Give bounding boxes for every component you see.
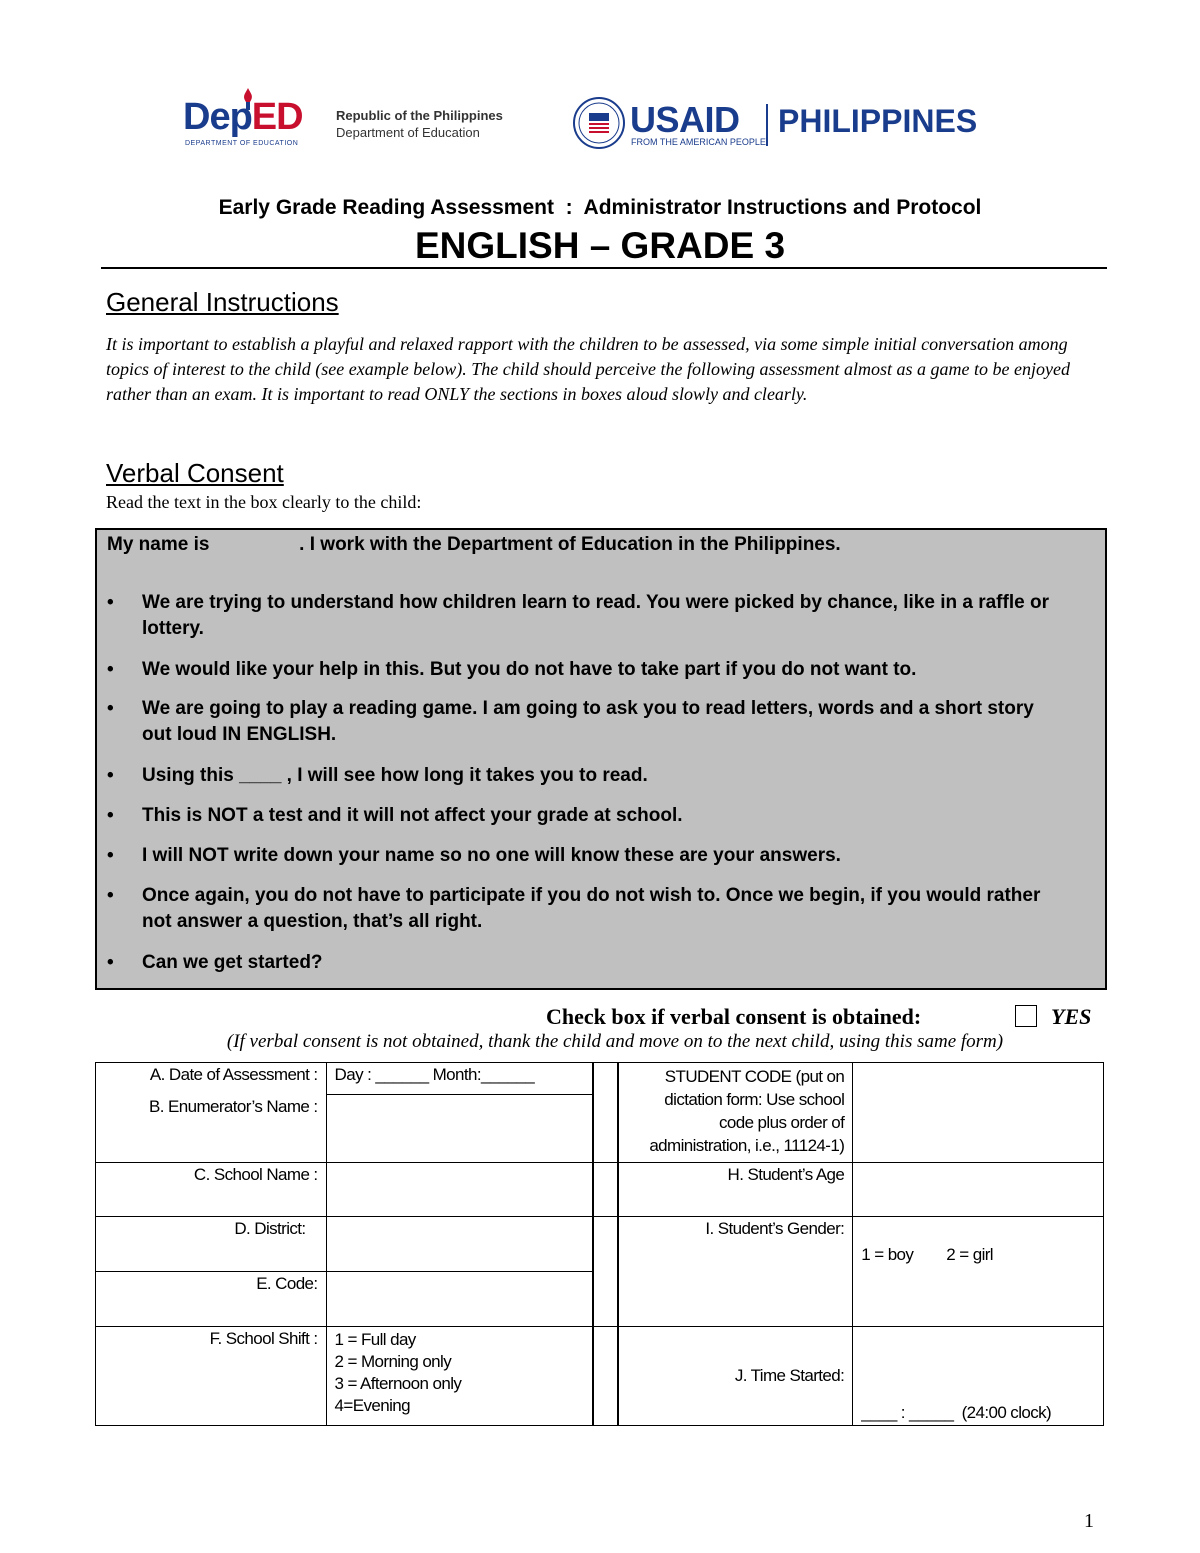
usaid-tagline: FROM THE AMERICAN PEOPLE [631,137,766,147]
student-age-field[interactable] [853,1163,1104,1217]
deped-tagline: DEPARTMENT OF EDUCATION [185,140,299,147]
spacer-cell [594,1327,618,1426]
student-age-label: H. Student’s Age [619,1163,853,1217]
assessment-info-table [95,1062,593,1426]
consent-yes-label: YES [1051,1004,1092,1029]
verbal-consent-heading: Verbal Consent [106,458,284,488]
usaid-seal-icon [573,97,625,149]
document-title: ENGLISH – GRADE 3 [414,225,786,266]
document-subtitle: Early Grade Reading Assessment : Administrator Instructions and Protocol [218,196,982,219]
spacer-cell [594,1063,618,1163]
spacer-cell [594,1163,618,1217]
enumerator-field[interactable] [326,1095,592,1163]
code-label: E. Code: [96,1272,327,1327]
deped-logo [183,88,323,152]
verbal-consent-intro: Read the text in the box clearly to the child: [106,492,422,512]
student-code-label: STUDENT CODE (put on dictation form: Use school code plus order of administration, i.e., 11124-1) [619,1063,853,1163]
philippines-wordmark: PHILIPPINES [778,103,978,139]
code-field[interactable] [326,1272,592,1327]
student-gender-label: I. Student’s Gender: [619,1217,853,1327]
bullet-icon: • [107,952,114,973]
bullet-icon: • [107,592,114,613]
page-number: 1 [1084,1510,1094,1532]
time-started-label: J. Time Started: [619,1327,853,1426]
bullet-icon: • [107,698,114,719]
title-divider [101,267,1107,269]
shift-option: 2 = Morning only [334,1352,452,1371]
date-field[interactable]: Day : ______ Month:______ [326,1063,592,1095]
gender-options: 1 = boy 2 = girl [861,1245,993,1264]
enumerator-label: B. Enumerator’s Name : [96,1095,327,1163]
date-label: A. Date of Assessment : [96,1063,327,1095]
shift-option: 1 = Full day [334,1330,416,1349]
student-code-field[interactable] [853,1063,1104,1163]
consent-script-box: My name is . I work with the Department of Education in the Philippines. • We are trying to understand how children learn to read. You were picked by chance, like in a raffle or lottery. • We would like your help in this. But you do not have to take part if you do not want to. • We are going to play a reading game. I am going to ask you to read letters, words and a short story out loud IN ENGLISH. • Using this ____ , I will see how long it takes you to read. • This is NOT a test and it will not affect your grade at school. • I will NOT write down your name so no one will know these are your answers. • Once again, you do not have to participate if you do not wish to. Once we begin, if you would rather not answer a question, that’s all right. • Can we get started? [95,528,1107,990]
time-started-field[interactable] [853,1327,1104,1426]
school-name-field[interactable] [326,1163,592,1217]
school-shift-field[interactable] [326,1327,592,1426]
logo-divider [766,104,768,146]
republic-line: Republic of the Philippines [336,108,503,123]
table-spacer [593,1062,618,1426]
consent-intro-line: My name is . I work with the Department of Education in the Philippines. [107,534,841,555]
bullet-icon: • [107,765,114,786]
bullet-icon: • [107,659,114,680]
consent-checkbox[interactable] [1015,1005,1037,1027]
department-line: Department of Education [336,125,480,140]
bullet-icon: • [107,845,114,866]
student-gender-field[interactable] [853,1217,1104,1327]
school-name-label: C. School Name : [96,1163,327,1217]
shift-option: 3 = Afternoon only [334,1374,462,1393]
consent-checkbox-label: Check box if verbal consent is obtained: [546,1004,922,1029]
bullet-icon: • [107,805,114,826]
deped-wordmark: DepED [183,96,303,138]
republic-text [336,107,503,141]
general-instructions-heading: General Instructions [106,287,339,317]
school-shift-label: F. School Shift : [96,1327,327,1426]
time-format: ____ : _____ (24:00 clock) [861,1403,1052,1422]
bullet-icon: • [107,885,114,906]
spacer-cell [594,1217,618,1327]
general-instructions-text: It is important to establish a playful and relaxed rapport with the children to be assessed, via some simple initial conversation among topics of interest to the child (see example below). The child should perceive the following assessment almost as a game to be enjoyed rather than an exam. It is important to read ONLY the sections in boxes aloud slowly and clearly. [106,334,1070,404]
shift-option: 4=Evening [334,1396,410,1415]
student-info-table [618,1062,1104,1426]
district-label: D. District: [96,1217,327,1272]
consent-note: (If verbal consent is not obtained, thank the child and move on to the next child, using this same form) [226,1031,1004,1052]
usaid-wordmark: USAID [630,99,740,140]
district-field[interactable] [326,1217,592,1272]
